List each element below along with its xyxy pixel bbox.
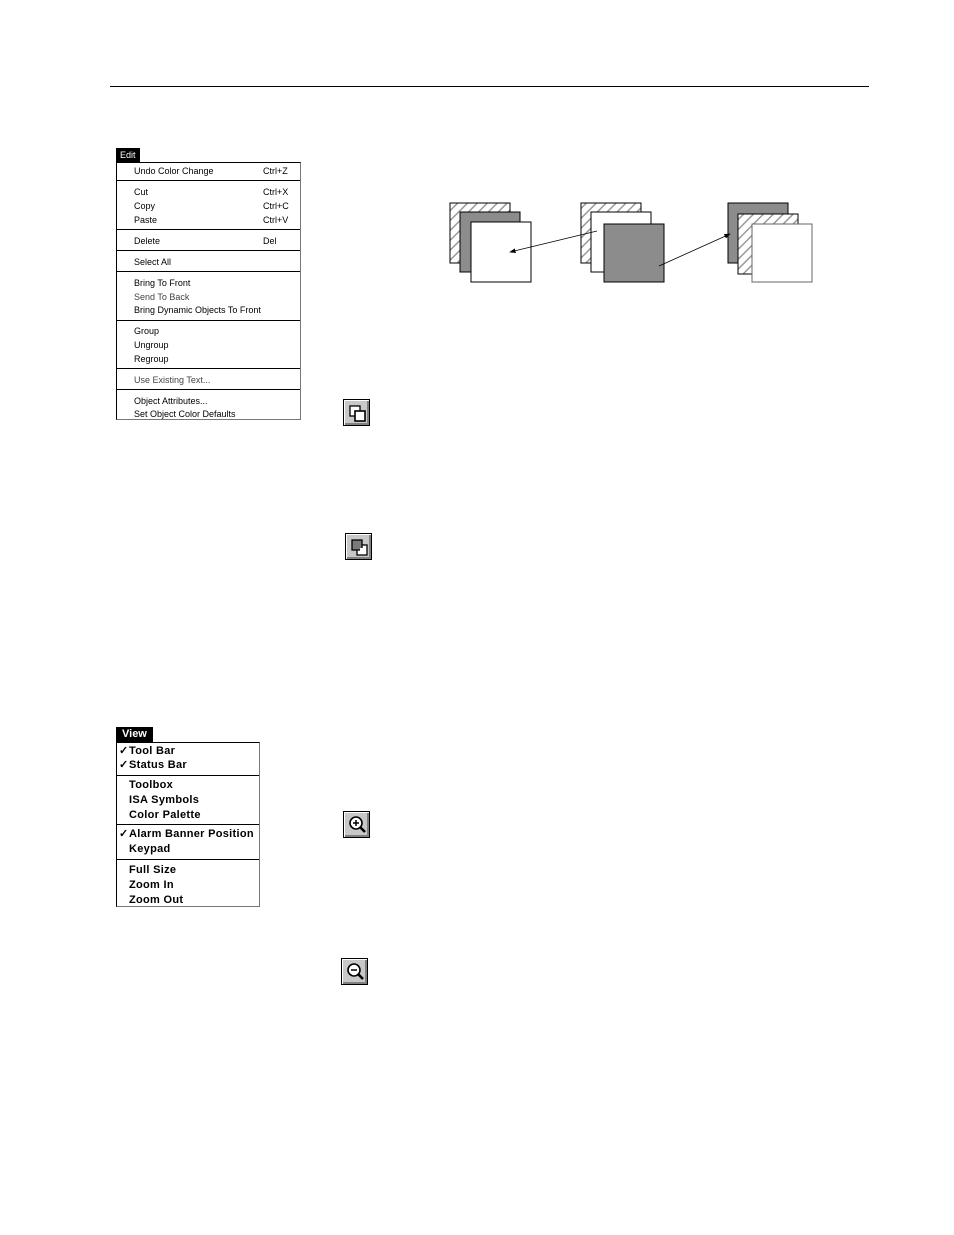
menu-item-color-palette[interactable]: Color Palette: [129, 809, 201, 821]
menu-item-zoom-out[interactable]: Zoom Out: [129, 894, 184, 906]
edit-menu-title[interactable]: Edit: [116, 148, 140, 162]
menu-item-tool-bar[interactable]: Tool Bar: [129, 745, 176, 757]
send-to-back-button[interactable]: [345, 533, 372, 560]
menu-item-use-existing-text[interactable]: Use Existing Text...: [134, 375, 211, 385]
bring-to-front-button[interactable]: [343, 399, 370, 426]
menu-item-select-all[interactable]: Select All: [134, 257, 172, 267]
menu-separator: [117, 320, 300, 321]
menu-item-regroup[interactable]: Regroup: [134, 354, 169, 364]
view-menu: [116, 742, 260, 907]
menu-item-set-color-defaults[interactable]: Set Object Color Defaults: [134, 409, 236, 419]
menu-item-status-bar[interactable]: Status Bar: [129, 759, 188, 771]
zoom-in-icon: [344, 812, 371, 839]
zoom-out-button[interactable]: [341, 958, 368, 985]
menu-item-object-attributes[interactable]: Object Attributes...: [134, 396, 208, 406]
menu-item-cut[interactable]: Cut: [134, 187, 149, 197]
menu-item-bring-to-front[interactable]: Bring To Front: [134, 278, 191, 288]
menu-separator: [117, 859, 259, 860]
menu-item-alarm-banner-position[interactable]: Alarm Banner Position: [129, 828, 254, 840]
zoom-in-button[interactable]: [343, 811, 370, 838]
menu-item-group[interactable]: Group: [134, 326, 160, 336]
zoom-out-icon: [342, 959, 369, 986]
menu-item-undo[interactable]: Undo Color Change: [134, 166, 214, 176]
edit-menu: [116, 162, 301, 420]
menu-separator: [117, 775, 259, 776]
menu-item-delete[interactable]: Delete: [134, 236, 161, 246]
shortcut-undo: Ctrl+Z: [263, 166, 288, 176]
menu-item-ungroup[interactable]: Ungroup: [134, 340, 169, 350]
shortcut-copy: Ctrl+C: [263, 201, 289, 211]
send-to-back-icon: [346, 534, 373, 561]
menu-item-keypad[interactable]: Keypad: [129, 843, 171, 855]
white-square: [752, 224, 812, 282]
menu-item-paste[interactable]: Paste: [134, 215, 158, 225]
menu-separator: [117, 250, 300, 251]
view-menu-title[interactable]: View: [116, 727, 153, 742]
menu-separator: [117, 229, 300, 230]
header-rule: [110, 86, 869, 87]
white-square: [471, 222, 531, 282]
menu-item-bring-dynamic-to-front[interactable]: Bring Dynamic Objects To Front: [134, 305, 261, 315]
check-icon: ✓: [119, 745, 129, 757]
bring-to-front-icon: [344, 400, 371, 427]
menu-separator: [117, 180, 300, 181]
shortcut-delete: Del: [263, 236, 277, 246]
shortcut-paste: Ctrl+V: [263, 215, 289, 225]
menu-item-copy[interactable]: Copy: [134, 201, 156, 211]
menu-separator: [117, 271, 300, 272]
arrow: [659, 234, 730, 266]
layer-order-diagram: [440, 190, 820, 290]
check-icon: ✓: [119, 828, 129, 840]
menu-separator: [117, 389, 300, 390]
menu-separator: [117, 824, 259, 825]
menu-item-zoom-in[interactable]: Zoom In: [129, 879, 174, 891]
menu-separator: [117, 368, 300, 369]
gray-square: [604, 224, 664, 282]
menu-item-isa-symbols[interactable]: ISA Symbols: [129, 794, 200, 806]
menu-item-toolbox[interactable]: Toolbox: [129, 779, 174, 791]
menu-item-full-size[interactable]: Full Size: [129, 864, 177, 876]
shortcut-cut: Ctrl+X: [263, 187, 289, 197]
menu-item-send-to-back[interactable]: Send To Back: [134, 292, 190, 302]
check-icon: ✓: [119, 759, 129, 771]
